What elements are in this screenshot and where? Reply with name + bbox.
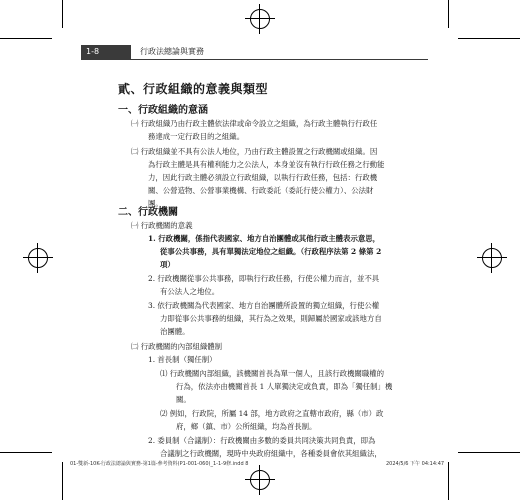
- paragraph-line: 關、公營造物、公營事業機構、行政委託（委託行使公權力）、公法財: [148, 186, 374, 195]
- crop-mark: [62, 462, 63, 500]
- paragraph-line: 2. 委員制（合議制）：行政機關由多數的委員共同決策共同負責，即為: [148, 436, 376, 445]
- header-rule: [81, 59, 428, 60]
- paragraph-line: 團。: [148, 199, 163, 208]
- paragraph-line: 力，因此行政主體必須設立行政組織，以執行行政任務，包括：行政機: [148, 173, 378, 182]
- paragraph-line: ⑵ 例如，行政院，所屬 14 部，地方政府之直轄市政府，縣（市）政: [160, 409, 384, 418]
- paragraph-line: 為行政主體是具有權利能力之公法人，本身並沒有執行行政任務之行動能: [148, 160, 385, 169]
- paragraph-line: ㈠ 行政組織乃由行政主體依法律或命令設立之組織，為行政主體執行行政任: [131, 119, 378, 128]
- section-title: 貳、行政組織的意義與類型: [118, 82, 269, 96]
- footer-timestamp: 2024/5/6 下午 04:14:47: [386, 461, 445, 467]
- paragraph-line: 府，鄉（鎮、市）公所組織，均為首長制。: [176, 422, 317, 431]
- paragraph-line: 力即從事公共事務的組織，其行為之效果，則歸屬於國家或該地方自: [160, 314, 382, 323]
- running-title: 行政法總論與實務: [140, 47, 204, 56]
- crop-mark: [458, 452, 520, 453]
- heading-part2: 二、行政機關: [118, 207, 178, 218]
- page-number: 1-8: [86, 47, 100, 56]
- subheading: ㈠ 行政機關的意義: [131, 221, 193, 230]
- footer-file-slug: 01-雙新-10K-行政法總論與實務-第1篇-參考資料(P1-001-060)_1-1-9修.indd 8: [70, 461, 249, 467]
- paragraph-line: 項）: [160, 260, 175, 269]
- crop-mark: [0, 452, 52, 453]
- paragraph-line: 3. 依行政機關為代表國家、地方自治團體所設置的獨立組織，行使公權: [148, 301, 380, 310]
- heading-part1: 一、行政組織的意涵: [118, 105, 208, 116]
- paragraph-line: 有公法人之地位。: [160, 287, 220, 296]
- crop-mark: [0, 38, 52, 39]
- crop-mark: [448, 0, 449, 28]
- paragraph-line: 務達成一定行政目的之組織。: [148, 132, 245, 141]
- paragraph-line: 關。: [176, 395, 191, 404]
- paragraph-line: 合議制之行政機關，現時中央政府組織中，各種委員會依其組織法，: [160, 449, 382, 458]
- subheading: 1. 首長制（獨任制）: [148, 355, 217, 364]
- paragraph-line: ⑴ 行政機關內部組織，該機關首長為單一個人，且該行政機關職權的: [160, 369, 385, 378]
- registration-mark-bottom: [250, 470, 270, 490]
- registration-mark-left: [28, 248, 48, 268]
- registration-mark-top: [250, 9, 270, 29]
- paragraph-line: ㈡ 行政組織並不具有公法人地位，乃由行政主體設置之行政機關或組織。因: [131, 147, 378, 156]
- paragraph-line: 2. 行政機關從事公共事務，即執行行政任務，行使公權力而言，並不具: [148, 274, 380, 283]
- crop-mark: [62, 0, 63, 28]
- paragraph-line: 行為，依法亦由機關首長 1 人單獨決定或負責，即為「獨任制」機: [176, 382, 393, 391]
- paragraph-line: 從事公共事務，具有單獨法定地位之組織。（行政程序法第 2 條第 2: [160, 247, 382, 256]
- crop-mark: [448, 462, 449, 500]
- paragraph-line: 治團體。: [160, 327, 190, 336]
- crop-mark: [458, 38, 520, 39]
- subheading: ㈡ 行政機關的內部組織體制: [131, 342, 223, 351]
- registration-mark-right: [482, 248, 502, 268]
- paragraph-line: 1. 行政機關，係指代表國家、地方自治團體或其他行政主體表示意思，: [148, 234, 381, 243]
